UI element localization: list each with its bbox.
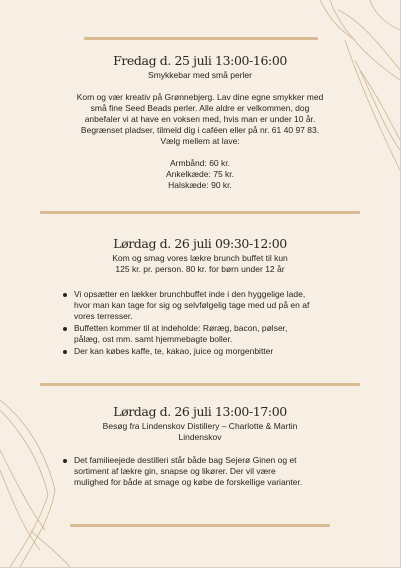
list-item-line: Vi opsætter en lækker brunchbuffet inde i den hyggelige lade,: [74, 289, 306, 299]
event-subtitle: Besøg fra Lindenskov Distillery – Charlotte & Martin: [102, 421, 298, 431]
event-details-list: [74, 455, 364, 489]
event-description-line: små fine Seed Beads perler. Alle aldre er velkommen, dog: [90, 103, 310, 113]
list-item: [74, 323, 364, 345]
event-section-3: [40, 404, 360, 443]
event-title: Lørdag d. 26 juli 09:30-12:00: [113, 236, 287, 251]
event-title: Lørdag d. 26 juli 13:00-17:00: [113, 404, 287, 419]
event-subtitle: Smykkebar med små perler: [148, 70, 252, 80]
divider-top: [84, 37, 318, 40]
list-item: [74, 455, 364, 488]
list-item-line: Der kan købes kaffe, te, kakao, juice og morgenbitter: [74, 346, 274, 356]
event-subtitle: Lindenskov: [178, 432, 222, 442]
list-item-line: sortiment af lækre gin, snapse og likører. Der vil være: [74, 466, 276, 476]
event-description-line: Kom og vær kreativ på Grønnebjerg. Lav dine egne smykker med: [76, 92, 324, 102]
price-item: Armbånd: 60 kr.: [169, 158, 230, 168]
event-description-line: Begrænset pladser, tilmeld dig i caféen eller på nr. 61 40 97 83.: [80, 125, 320, 135]
divider-bottom: [70, 524, 330, 527]
list-item: [74, 289, 364, 322]
divider: [40, 211, 360, 214]
price-item: Halskæde: 90 kr.: [168, 180, 232, 190]
list-item-line: hvor man kan tage for sig og selvfølgelig tage med ud på en af: [74, 300, 310, 310]
event-section-2: [40, 236, 360, 275]
list-item-line: mulighed for både at smage og købe de forskellige varianter.: [74, 477, 303, 487]
list-item-line: Det familieejede destilleri står både bag Sejerø Ginen og et: [74, 455, 297, 465]
event-section-1: [40, 53, 360, 191]
event-title: Fredag d. 25 juli 13:00-16:00: [113, 53, 287, 68]
list-item-line: vores terresser.: [74, 311, 133, 321]
price-item: Ankelkæde: 75 kr.: [165, 169, 235, 179]
divider: [40, 383, 360, 386]
event-description-line: anbefaler vi at have en voksen med, hvis man er under 10 år.: [84, 114, 316, 124]
event-subtitle: 125 kr. pr. person. 80 kr. for børn under 12 år: [115, 264, 285, 274]
list-item-line: Buffetten kommer til at indeholde: Røræg, bacon, pølser,: [74, 323, 288, 333]
event-description-line: Vælg mellem at lave:: [160, 136, 240, 146]
list-item: [74, 346, 364, 357]
list-item-line: pålæg, ost mm. samt hjemmebagte boller.: [74, 334, 233, 344]
event-details-list: [74, 289, 364, 358]
event-subtitle: Kom og smag vores lækre brunch buffet til kun: [112, 253, 288, 263]
